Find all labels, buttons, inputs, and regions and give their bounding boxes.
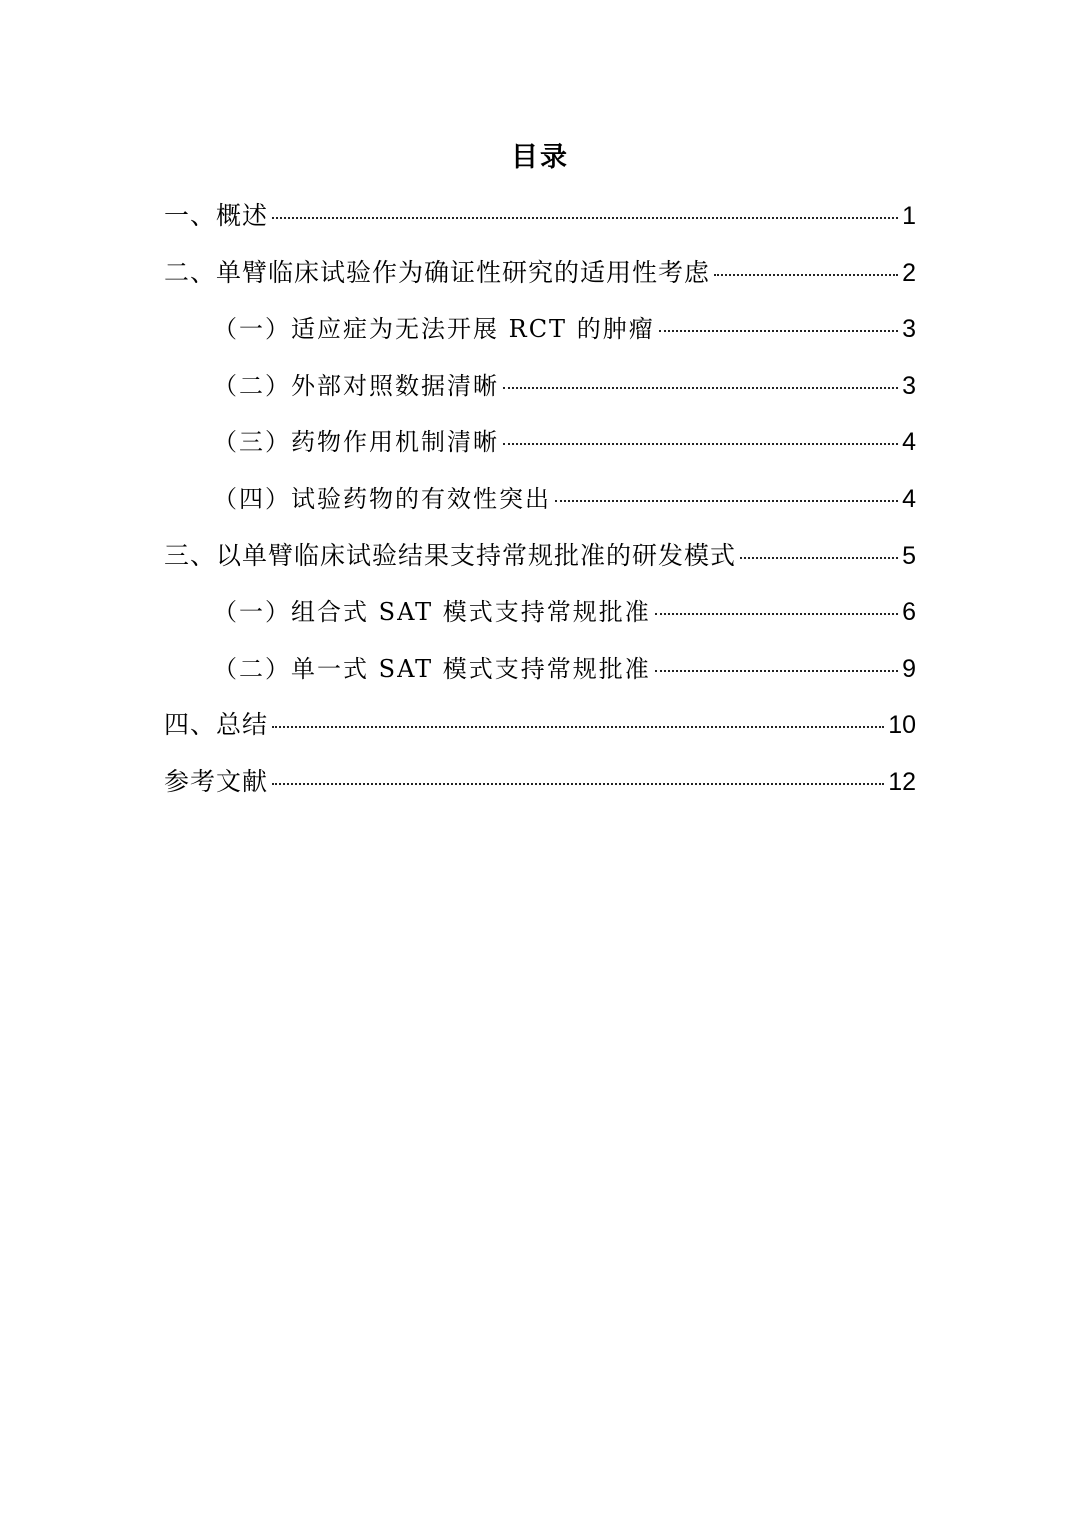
toc-page-number: 6 bbox=[902, 598, 916, 627]
toc-entry[interactable] bbox=[164, 253, 916, 293]
toc-entry-label: （一）适应症为无法开展 RCT 的肿瘤 bbox=[213, 315, 655, 344]
toc-entry-label: 参考文献 bbox=[164, 767, 269, 796]
dot-leader bbox=[655, 670, 898, 672]
toc-entry[interactable] bbox=[164, 196, 916, 236]
toc-entry[interactable] bbox=[213, 309, 916, 349]
dot-leader bbox=[503, 387, 898, 389]
toc-entry-label: 一、概述 bbox=[164, 201, 269, 230]
toc-page-number: 3 bbox=[902, 371, 916, 400]
toc-entry[interactable] bbox=[164, 536, 916, 576]
dot-leader bbox=[272, 217, 898, 219]
toc-page-number: 2 bbox=[902, 258, 916, 287]
toc-entry-label: （二）外部对照数据清晰 bbox=[213, 371, 499, 400]
toc-page-number: 1 bbox=[902, 202, 916, 230]
toc-page-number: 4 bbox=[902, 485, 916, 513]
dot-leader bbox=[714, 274, 898, 276]
toc-page-number: 9 bbox=[902, 654, 916, 683]
toc-entry-label: （一）组合式 SAT 模式支持常规批准 bbox=[213, 598, 651, 627]
toc-title: 目录 bbox=[511, 142, 569, 173]
dot-leader bbox=[659, 330, 898, 332]
toc-entry[interactable] bbox=[213, 422, 916, 462]
dot-leader bbox=[272, 726, 884, 728]
toc-entry[interactable] bbox=[164, 705, 916, 745]
toc-entry[interactable] bbox=[213, 479, 916, 519]
toc-page-number: 10 bbox=[888, 711, 916, 740]
toc-entry-label: （三）药物作用机制清晰 bbox=[213, 428, 499, 457]
dot-leader bbox=[503, 443, 898, 445]
toc-entry-label: 三、以单臂临床试验结果支持常规批准的研发模式 bbox=[164, 540, 737, 570]
toc-page-number: 12 bbox=[888, 768, 916, 796]
toc-entry[interactable] bbox=[213, 592, 916, 632]
toc-entry-label: （四）试验药物的有效性突出 bbox=[213, 485, 551, 513]
dot-leader bbox=[740, 557, 898, 559]
toc-entry[interactable] bbox=[213, 366, 916, 406]
dot-leader bbox=[272, 783, 884, 785]
toc-page-number: 5 bbox=[902, 541, 916, 570]
toc-entry-label: （二）单一式 SAT 模式支持常规批准 bbox=[213, 654, 651, 683]
toc-page-number: 4 bbox=[902, 428, 916, 457]
dot-leader bbox=[655, 613, 898, 615]
toc-entry-label: 四、总结 bbox=[164, 710, 269, 740]
dot-leader bbox=[555, 500, 898, 502]
toc-entry[interactable] bbox=[213, 649, 916, 689]
toc-entry[interactable] bbox=[164, 762, 916, 802]
toc-page-number: 3 bbox=[902, 315, 916, 344]
toc-entry-label: 二、单臂临床试验作为确证性研究的适用性考虑 bbox=[164, 257, 711, 287]
